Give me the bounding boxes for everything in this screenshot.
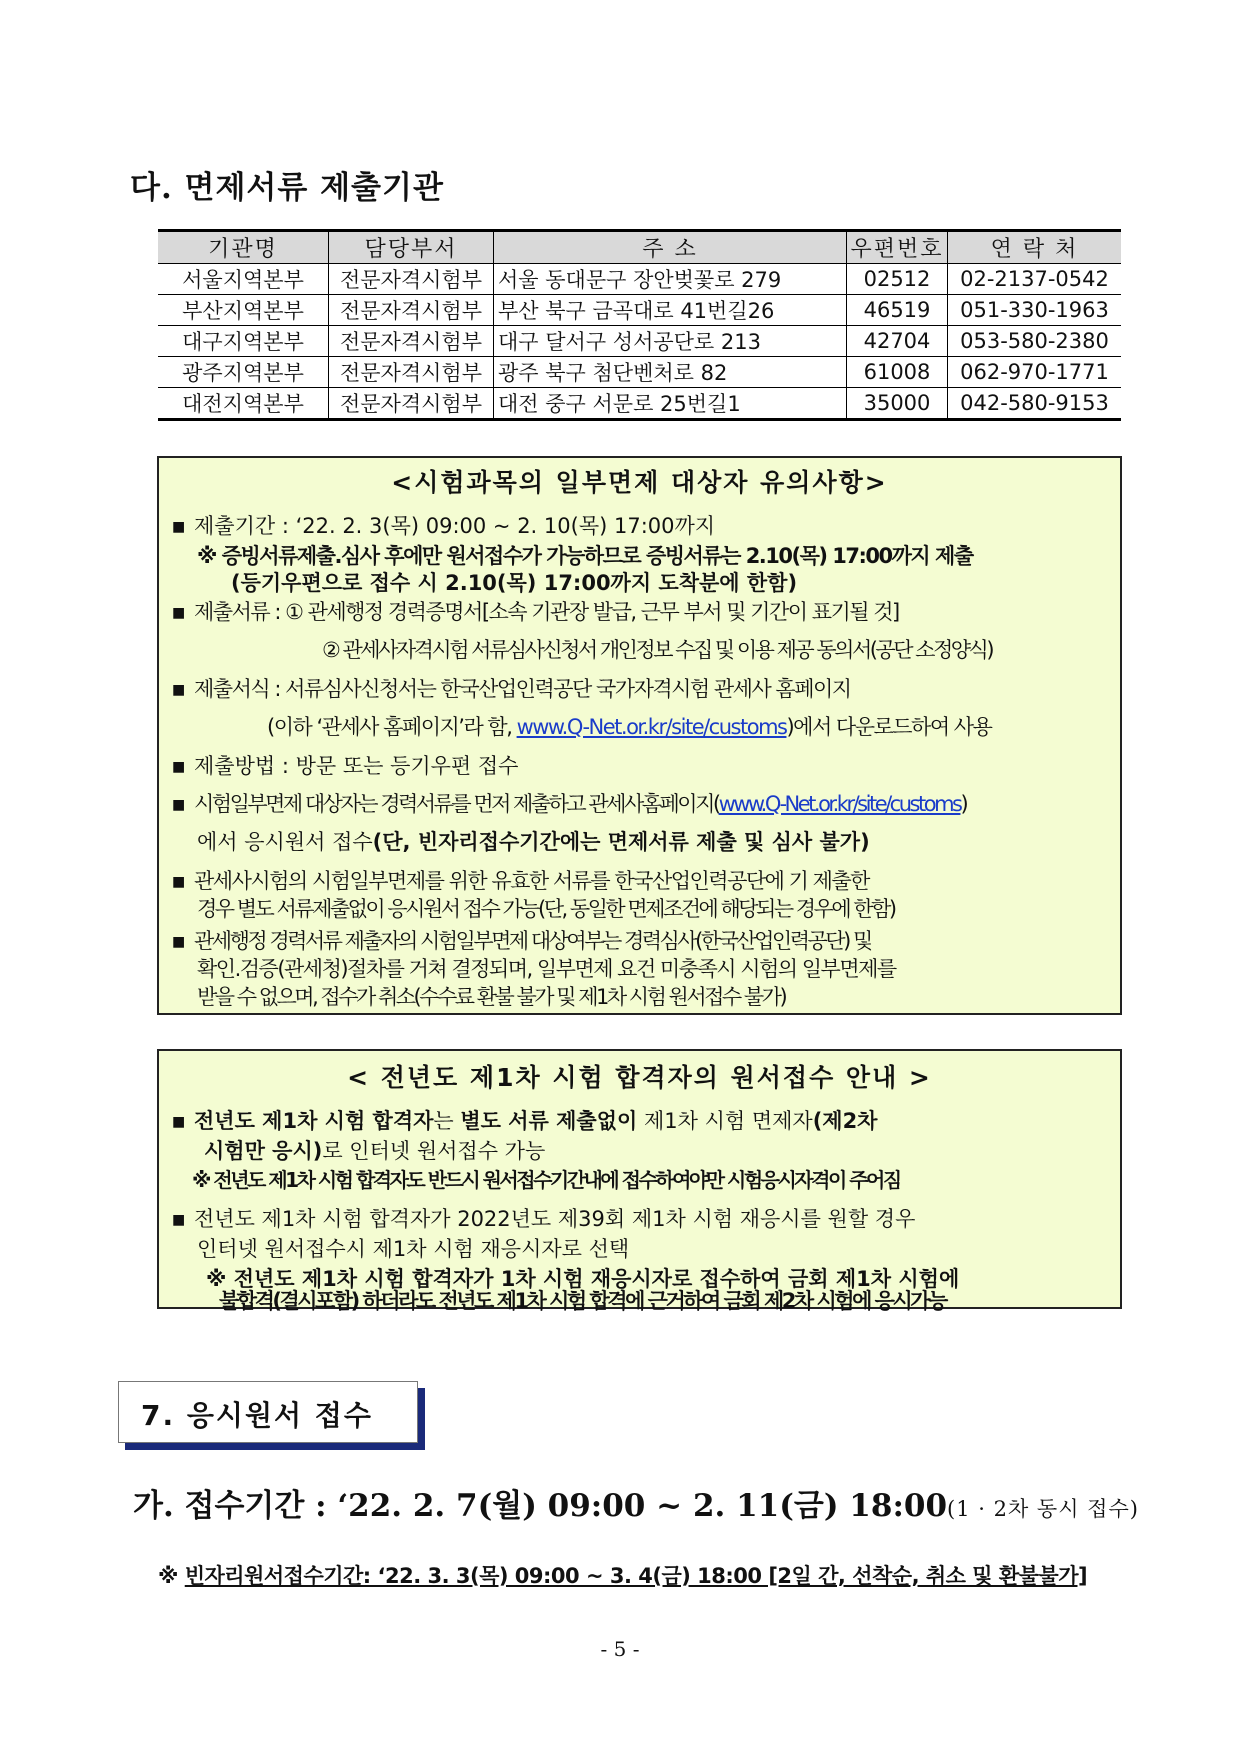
cell-dept: 전문자격시험부 — [329, 264, 494, 295]
vacancy-text: 빈자리원서접수기간: ‘22. 3. 3(목) 09:00 ~ 3. 4(금) 18:00 [2일 간, 선착순, 취소 및 환불불가] — [184, 1564, 1088, 1588]
notice1-period — [172, 512, 715, 540]
notice1-exempt-2-pre: 에서 응시원서 접수 — [197, 830, 373, 854]
cell-dept: 전문자격시험부 — [329, 326, 494, 357]
notice2-p1-note: ※ 전년도 제1차 시험 합격자도 반드시 원서접수기간내에 접수하여야만 시험응시자격이 주어짐 — [192, 1168, 900, 1192]
bullet-icon: ■ — [172, 759, 186, 775]
cell-address: 부산 북구 금곡대로 41번길26 — [494, 295, 847, 326]
notice2-p2-note-2: 불합격(결시포함) 하더라도 전년도 제1차 시험 합격에 근거하여 금회 제2차 시험에 응시가능 — [219, 1289, 946, 1313]
bullet-icon: ■ — [172, 797, 183, 813]
vacancy-reception — [158, 1560, 1087, 1590]
notice1-form-2-post: )에서 다운로드하여 사용 — [786, 715, 992, 739]
cell-address: 광주 북구 첨단벤처로 82 — [494, 357, 847, 388]
notice1-review-1 — [172, 927, 871, 955]
notice1-docs-2: ② 관세사자격시험 서류심사신청서 개인정보 수집 및 이용 제공 동의서(공단 소정양식) — [322, 638, 993, 662]
notice1-form-1 — [172, 675, 851, 703]
table-row — [158, 388, 1121, 420]
notice1-form-1-text: 제출서식 : 서류심사신청서는 한국산업인력공단 국가자격시험 관세사 홈페이지 — [194, 677, 851, 701]
table-row — [158, 326, 1121, 357]
notice2-p1-l2-b: 시험만 응시) — [204, 1139, 323, 1163]
header-zip: 우편번호 — [847, 231, 948, 264]
notice1-review-2: 확인.검증(관세청)절차를 거쳐 결정되며, 일부면제 요건 미충족시 시험의 일부면제를 — [197, 957, 896, 981]
cell-address: 서울 동대문구 장안벚꽃로 279 — [494, 264, 847, 295]
notice1-period-note-2: (등기우편으로 접수 시 2.10(목) 17:00까지 도착분에 한함) — [231, 571, 798, 595]
bullet-icon: ■ — [172, 605, 184, 621]
notice1-exempt-1-pre: 시험일부면제 대상자는 경력서류를 먼저 제출하고 관세사홈페이지( — [194, 792, 719, 816]
qnet-link[interactable]: www.Q-Net.or.kr/site/customs — [718, 792, 961, 816]
cell-contact: 042-580-9153 — [948, 388, 1122, 420]
page-number: - 5 - — [600, 1637, 640, 1661]
notice1-period-note-1: ※ 증빙서류제출.심사 후에만 원서접수가 가능하므로 증빙서류는 2.10(목) 17:00까지 제출 — [197, 544, 973, 568]
cell-org: 서울지역본부 — [158, 264, 329, 295]
bullet-icon: ■ — [172, 874, 184, 890]
notice2-title: < 전년도 제1차 시험 합격자의 원서접수 안내 > — [347, 1063, 932, 1092]
submission-offices-table — [158, 229, 1121, 421]
header-org: 기관명 — [158, 231, 329, 264]
header-dept: 담당부서 — [329, 231, 494, 264]
cell-dept: 전문자격시험부 — [329, 388, 494, 420]
notice2-p1-l2-n: 로 인터넷 원서접수 가능 — [322, 1139, 546, 1163]
bullet-icon: ■ — [172, 682, 184, 698]
table-row — [158, 264, 1121, 295]
notice2-p2-line2: 인터넷 원서접수시 제1차 시험 재응시자로 선택 — [197, 1237, 630, 1261]
table-header-row — [158, 231, 1121, 264]
section7-heading: 7. 응시원서 접수 — [118, 1381, 418, 1443]
notice2-p2-note-1: ※ 전년도 제1차 시험 합격자가 1차 시험 재응시자로 접수하여 금회 제1차 시험에 — [206, 1267, 960, 1291]
cell-zip: 61008 — [847, 357, 948, 388]
cell-org: 부산지역본부 — [158, 295, 329, 326]
notice1-prior-1 — [172, 867, 869, 895]
cell-zip: 46519 — [847, 295, 948, 326]
notice1-exempt-1 — [172, 790, 966, 818]
cell-contact: 062-970-1771 — [948, 357, 1122, 388]
notice1-review-1-text: 관세행정 경력서류 제출자의 시험일부면제 대상여부는 경력심사(한국산업인력공단) 및 — [194, 929, 871, 953]
cell-org: 대구지역본부 — [158, 326, 329, 357]
exemption-notice-box — [157, 456, 1122, 1015]
table-row — [158, 357, 1121, 388]
prior-passer-notice-box — [157, 1049, 1122, 1313]
notice1-form-2 — [267, 713, 991, 741]
notice1-form-2-pre: (이하 ‘관세사 홈페이지’라 함, — [267, 715, 517, 739]
bullet-icon: ■ — [172, 934, 183, 950]
notice1-prior-1-text: 관세사시험의 시험일부면제를 위한 유효한 서류를 한국산업인력공단에 기 제출한 — [194, 869, 869, 893]
cell-org: 광주지역본부 — [158, 357, 329, 388]
notice1-docs-1-text: 제출서류 : ① 관세행정 경력증명서[소속 기관장 발급, 근무 부서 및 기간이 표기될 것] — [194, 600, 899, 624]
notice1-method — [172, 752, 518, 780]
notice1-exempt-2-bold: (단, 빈자리접수기간에는 면제서류 제출 및 심사 불가) — [372, 830, 870, 854]
notice1-docs-1 — [172, 598, 899, 626]
notice2-p1-b1: 전년도 제1차 시험 합격자 — [194, 1109, 434, 1133]
notice1-exempt-1-post: ) — [960, 792, 967, 816]
notice2-p1-line2 — [204, 1137, 545, 1165]
notice2-p1-line1 — [172, 1107, 877, 1135]
notice2-p1-n2: 제1차 시험 면제자 — [637, 1109, 813, 1133]
cell-address: 대전 중구 서문로 25번길1 — [494, 388, 847, 420]
header-address: 주 소 — [494, 231, 847, 264]
cell-dept: 전문자격시험부 — [329, 295, 494, 326]
bullet-icon: ■ — [172, 1212, 186, 1228]
reception-period-main: 가. 접수기간 : ‘22. 2. 7(월) 09:00 ~ 2. 11(금) 18:00 — [133, 1488, 948, 1524]
notice1-title: <시험과목의 일부면제 대상자 유의사항> — [391, 468, 888, 497]
qnet-link[interactable]: www.Q-Net.or.kr/site/customs — [516, 715, 787, 739]
notice1-prior-2: 경우 별도 서류제출없이 응시원서 접수 가능(단, 동일한 면제조건에 해당되는 경우에 한함) — [197, 897, 895, 921]
section-heading: 다. 면제서류 제출기관 — [130, 170, 444, 206]
cell-address: 대구 달서구 성서공단로 213 — [494, 326, 847, 357]
notice2-p1-b3: (제2차 — [812, 1109, 878, 1133]
reception-period — [133, 1480, 1139, 1525]
notice2-p2-line1 — [172, 1205, 915, 1233]
notice2-p2-line1-text: 전년도 제1차 시험 합격자가 2022년도 제39회 제1차 시험 재응시를 원할 경우 — [194, 1207, 916, 1231]
cell-zip: 42704 — [847, 326, 948, 357]
cell-org: 대전지역본부 — [158, 388, 329, 420]
header-contact: 연 락 처 — [948, 231, 1122, 264]
reception-period-small: (1 · 2차 동시 접수) — [947, 1497, 1139, 1521]
bullet-icon: ■ — [172, 1114, 186, 1130]
cell-contact: 02-2137-0542 — [948, 264, 1122, 295]
notice1-period-text: 제출기간 : ‘22. 2. 3(목) 09:00 ~ 2. 10(목) 17:00까지 — [194, 514, 716, 538]
notice1-method-text: 제출방법 : 방문 또는 등기우편 접수 — [194, 754, 519, 778]
table-row — [158, 295, 1121, 326]
cell-dept: 전문자격시험부 — [329, 357, 494, 388]
notice2-p1-b2: 별도 서류 제출없이 — [460, 1109, 638, 1133]
cell-contact: 053-580-2380 — [948, 326, 1122, 357]
notice1-exempt-2 — [197, 828, 870, 856]
cell-zip: 35000 — [847, 388, 948, 420]
notice1-review-3: 받을 수 없으며, 접수가 취소(수수료 환불 불가 및 제1차 시험 원서접수 불가) — [197, 985, 786, 1009]
vacancy-prefix: ※ — [158, 1564, 185, 1588]
cell-zip: 02512 — [847, 264, 948, 295]
bullet-icon: ■ — [172, 519, 186, 535]
notice2-p1-n1: 는 — [433, 1109, 461, 1133]
cell-contact: 051-330-1963 — [948, 295, 1122, 326]
